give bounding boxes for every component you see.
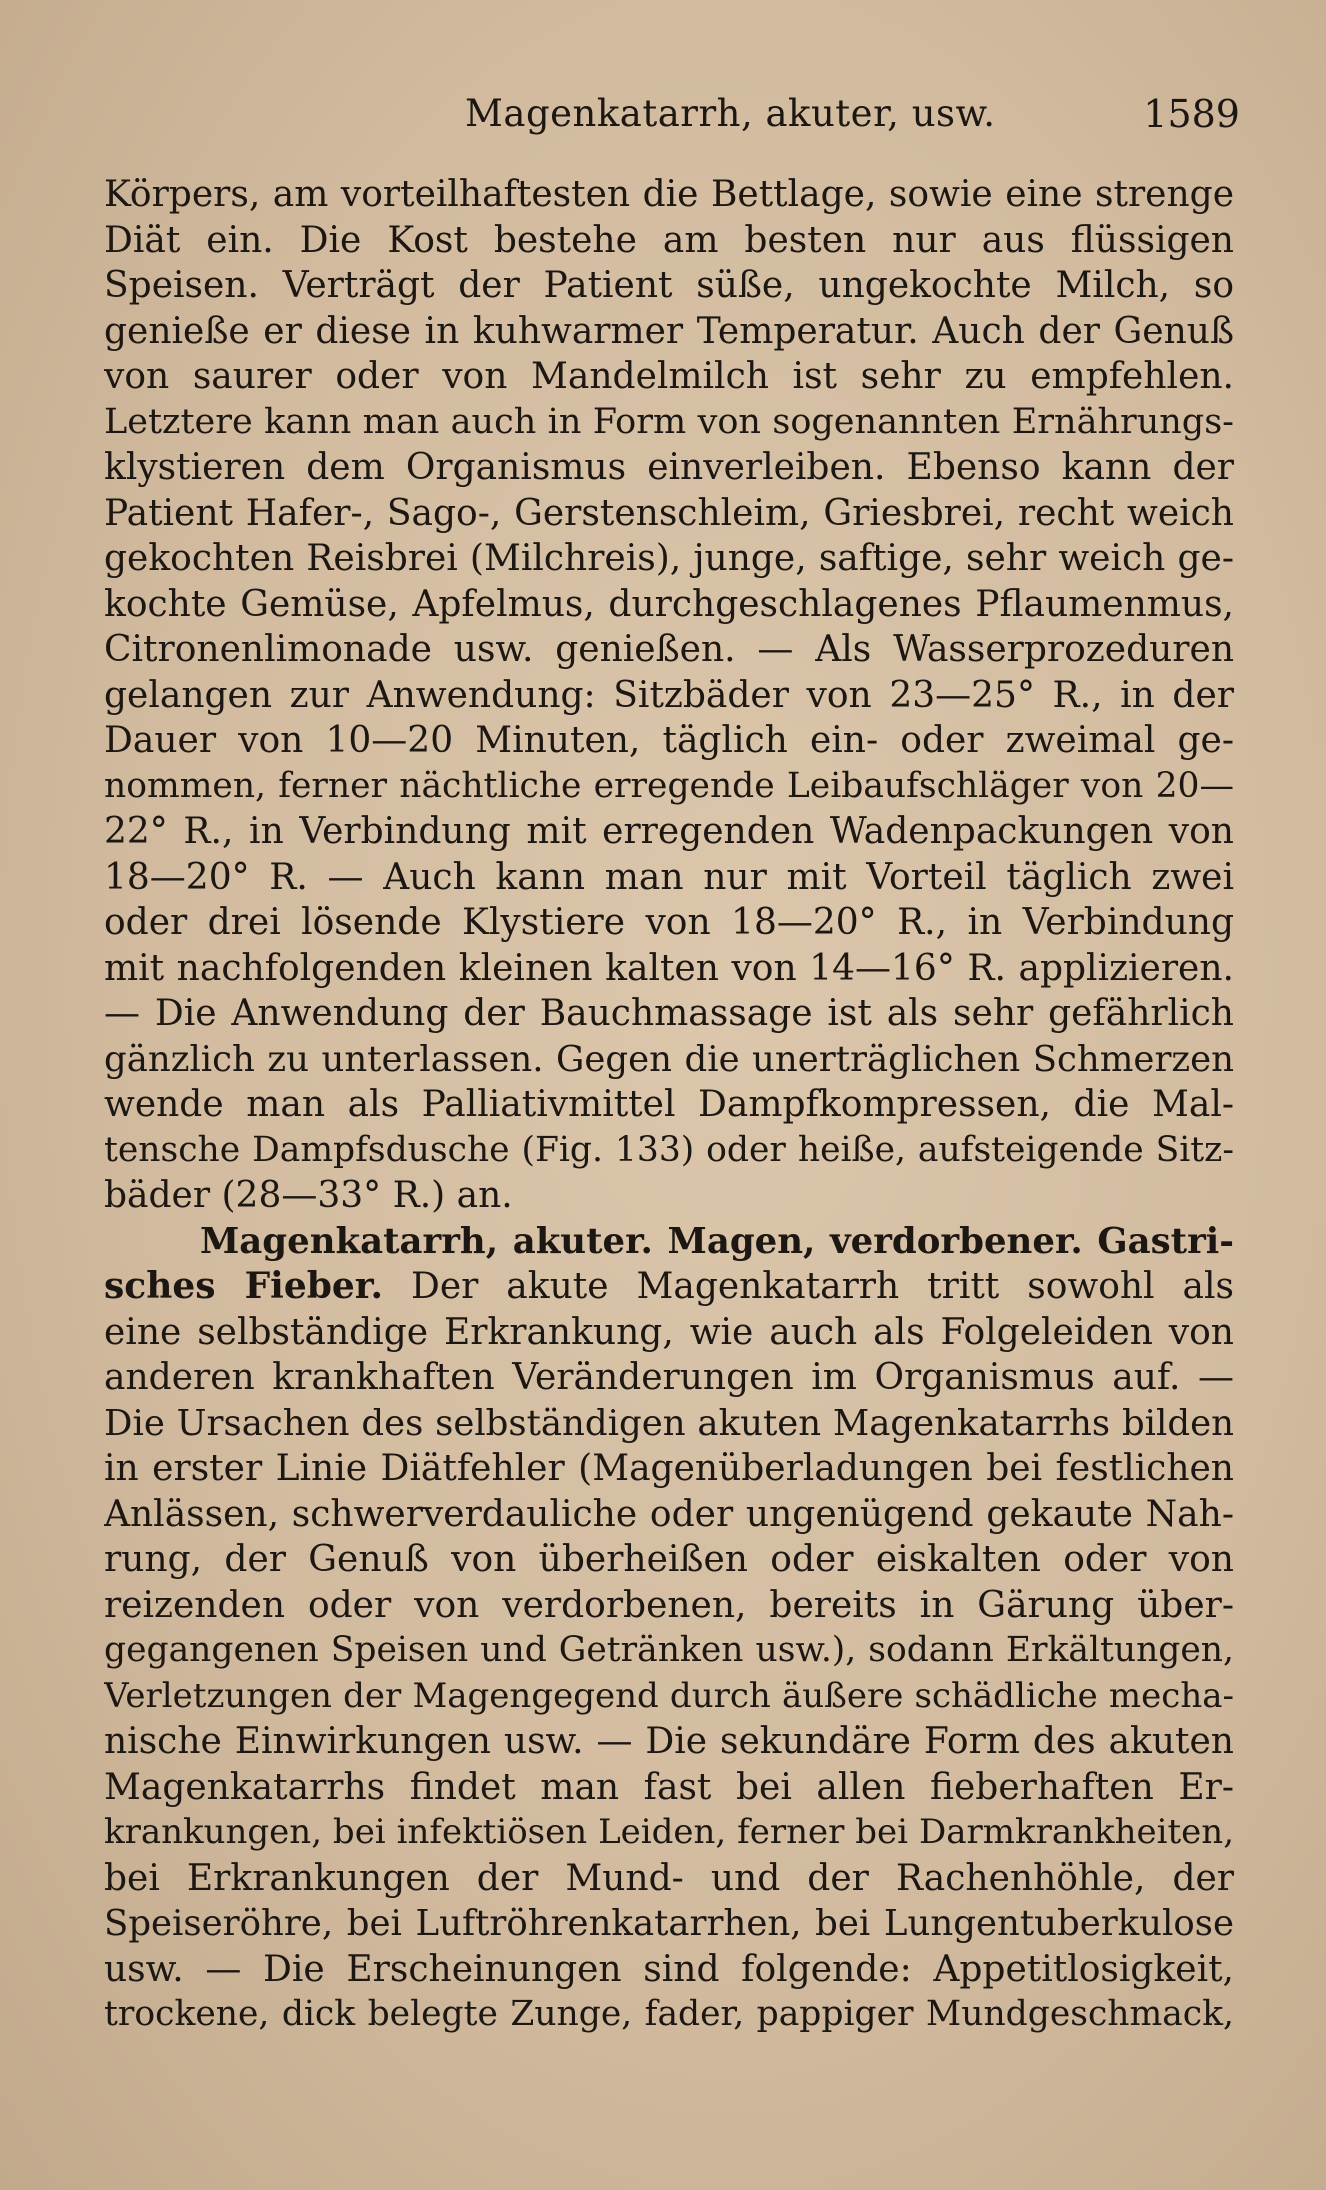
text-line: Körpers, am vorteilhaftesten die Bettlage, sowie eine strenge [104, 174, 1234, 215]
text-line: bei Erkrankungen der Mund- und der Rachenhöhle, der [104, 1857, 1234, 1899]
section-heading-line [104, 1219, 1234, 1265]
text-line: gekochten Reisbrei (Milchreis), junge, saftige, sehr weich ge- [104, 538, 1234, 579]
text-line: Anlässen, schwerverdauliche oder ungenügend gekaute Nah- [104, 1493, 1234, 1535]
text-line: Letztere kann man auch in Form von sogenannten Ernährungs- [104, 401, 1234, 442]
text-line: Speiseröhre, bei Luftröhrenkatarrhen, bei Lungentuberkulose [104, 1903, 1234, 1944]
text-line: rung, der Genuß von überheißen oder eiskalten oder von [104, 1539, 1234, 1580]
text-line: mit nachfolgenden kleinen kalten von 14—16° R. applizieren. [104, 947, 1234, 989]
text-line: gegangenen Speisen und Getränken usw.), sodann Erkältungen, [104, 1630, 1234, 1670]
text-line: oder drei lösende Klystiere von 18—20° R., in Verbindung [104, 902, 1234, 943]
text-line: von saurer oder von Mandelmilch ist sehr zu empfehlen. [104, 356, 1234, 397]
text-line: klystieren dem Organismus einverleiben. Ebenso kann der [104, 447, 1234, 488]
text-line: krankungen, bei infektiösen Leiden, ferner bei Darmkrankheiten, [104, 1812, 1234, 1852]
text-line: Die Ursachen des selbständigen akuten Magenkatarrhs bilden [104, 1402, 1234, 1444]
page-header [100, 92, 1240, 142]
text-line: gelangen zur Anwendung: Sitzbäder von 23—25° R., in der [104, 674, 1234, 716]
text-line: Dauer von 10—20 Minuten, täglich ein- oder zweimal ge- [104, 720, 1234, 761]
page-number: 1589 [1143, 92, 1240, 136]
text-line: Citronenlimonade usw. genießen. — Als Wasserprozeduren [104, 629, 1234, 670]
text-line: Patient Hafer-, Sago-, Gerstenschleim, Griesbrei, recht weich [104, 492, 1234, 534]
text-line: wende man als Palliativmittel Dampfkompressen, die Mal- [104, 1084, 1234, 1125]
text-line: in erster Linie Diätfehler (Magenüberladungen bei festlichen [104, 1448, 1234, 1489]
section-first-line-text: Der akute Magenkatarrh tritt sowohl als [383, 1266, 1234, 1307]
text-line: nommen, ferner nächtliche erregende Leibaufschläger von 20— [104, 765, 1234, 806]
section-heading-cont: sches Fieber. [104, 1265, 383, 1307]
text-line: 22° R., in Verbindung mit erregenden Wadenpackungen von [104, 811, 1234, 852]
text-line: anderen krankhaften Veränderungen im Organismus auf. — [104, 1357, 1234, 1398]
text-line: Verletzungen der Magengegend durch äußere schädliche mecha- [104, 1675, 1234, 1716]
text-line: nische Einwirkungen usw. — Die sekundäre Form des akuten [104, 1721, 1234, 1762]
text-line: bäder (28—33° R.) an. [104, 1175, 513, 1216]
text-line: Magenkatarrhs findet man fast bei allen fieberhaften Er- [104, 1766, 1234, 1808]
text-line: genieße er diese in kuhwarmer Temperatur. Auch der Genuß [104, 310, 1234, 352]
text-line: 18—20° R. — Auch kann man nur mit Vorteil täglich zwei [104, 856, 1234, 898]
running-head: Magenkatarrh, akuter, usw. [465, 92, 996, 135]
text-line: Diät ein. Die Kost bestehe am besten nur aus flüssigen [104, 219, 1234, 261]
text-line: gänzlich zu unterlassen. Gegen die unerträglichen Schmerzen [104, 1038, 1234, 1080]
body-text [104, 172, 1234, 2038]
text-line: kochte Gemüse, Apfelmus, durchgeschlagenes Pflaumenmus, [104, 583, 1234, 625]
text-line: usw. — Die Erscheinungen sind folgende: Appetitlosigkeit, [104, 1948, 1234, 1990]
text-line: tensche Dampfsdusche (Fig. 133) oder heiße, aufsteigende Sitz- [104, 1129, 1234, 1170]
section-heading: Magenkatarrh, akuter. Magen, verdorbener. Gastri- [200, 1220, 1234, 1262]
text-line: Speisen. Verträgt der Patient süße, ungekochte Milch, so [104, 265, 1234, 306]
text-line: reizenden oder von verdorbenen, bereits in Gärung über- [104, 1584, 1234, 1626]
text-line: eine selbständige Erkrankung, wie auch als Folgeleiden von [104, 1311, 1234, 1353]
text-line: trockene, dick belegte Zunge, fader, pappiger Mundgeschmack, [104, 1994, 1234, 2034]
text-line: — Die Anwendung der Bauchmassage ist als sehr gefährlich [104, 993, 1234, 1034]
section-first-line [104, 1264, 1234, 1310]
